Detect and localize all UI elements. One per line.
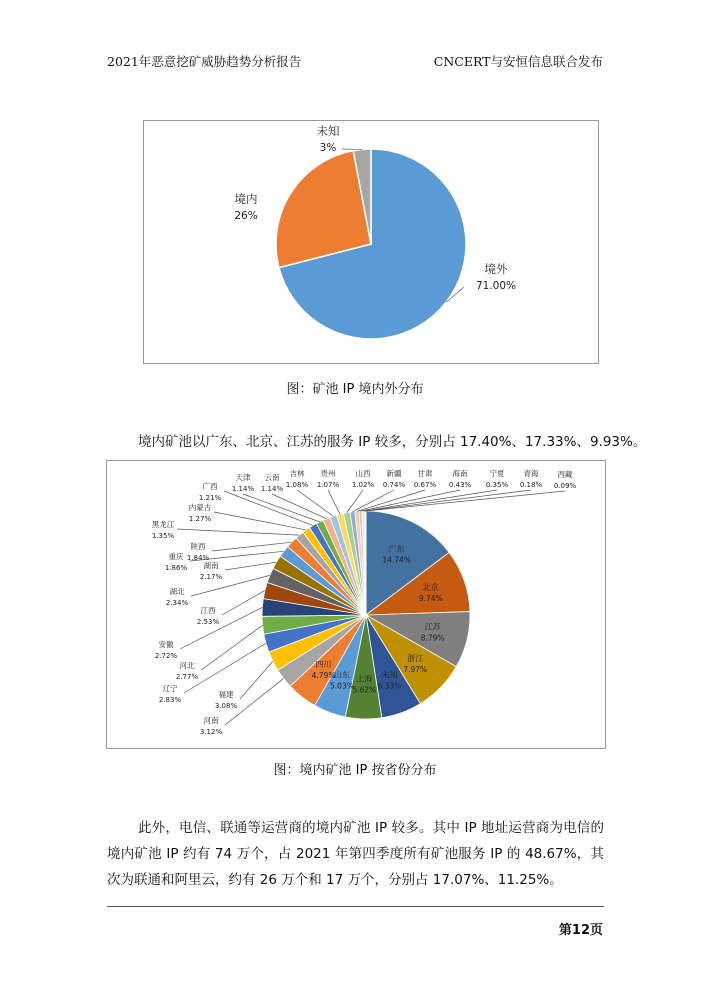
province-label-name-13: 江西: [200, 606, 216, 615]
province-label-name-1: 北京: [422, 583, 439, 593]
province-label-name-9: 福建: [218, 690, 234, 699]
province-label-name-12: 安徽: [158, 640, 174, 649]
province-label-name-8: 河南: [203, 716, 219, 725]
chart-frame-domestic-foreign: [143, 120, 599, 364]
province-leader-line-31: [366, 491, 565, 511]
province-label-name-25: 山西: [355, 469, 371, 478]
province-label-value-23: 1.08%: [285, 481, 309, 489]
province-label-value-7: 4.79%: [311, 670, 336, 680]
province-label-value-6: 5.03%: [330, 681, 354, 691]
province-label-name-4: 未知: [381, 670, 398, 680]
province-label-name-28: 海南: [452, 469, 468, 478]
province-label-value-3: 7.97%: [403, 664, 428, 674]
province-label-value-21: 1.14%: [231, 485, 255, 493]
province-label-value-11: 2.77%: [175, 673, 199, 681]
province-leader-line-24: [328, 490, 340, 514]
publisher-header: CNCERT与安恒信息联合发布: [433, 54, 603, 69]
province-label-value-24: 1.07%: [316, 481, 340, 489]
province-label-value-26: 0.74%: [382, 481, 406, 489]
province-label-name-16: 重庆: [168, 552, 184, 561]
province-label-value-8: 3.12%: [199, 728, 223, 736]
province-label-value-5: 5.62%: [352, 685, 377, 695]
province-leader-line-18: [177, 529, 299, 535]
province-label-name-29: 宁夏: [489, 469, 505, 478]
province-leader-line-17: [212, 542, 292, 551]
province-label-name-21: 天津: [235, 473, 251, 482]
province-label-value-31: 0.09%: [553, 482, 577, 490]
province-label-value-14: 2.34%: [165, 599, 189, 607]
province-label-name-2: 江苏: [424, 622, 441, 632]
province-label-name-5: 上海: [356, 674, 373, 684]
province-label-name-20: 广西: [202, 482, 218, 491]
province-label-name-31: 西藏: [557, 470, 573, 479]
province-leader-line-19: [214, 512, 306, 530]
province-label-value-2: 8.79%: [420, 633, 445, 643]
province-leader-line-9: [240, 661, 273, 699]
province-label-value-4: 6.33%: [377, 681, 402, 691]
province-label-value-28: 0.43%: [448, 481, 472, 489]
province-leader-line-11: [201, 625, 263, 670]
footer-divider: [107, 906, 604, 907]
province-leader-line-20: [224, 491, 313, 526]
province-label-name-30: 青海: [523, 469, 539, 478]
province-leader-line-23: [297, 490, 333, 516]
province-label-name-19: 内蒙古: [188, 503, 212, 512]
province-label-value-12: 2.72%: [154, 652, 178, 660]
pie-label-value-1: 26%: [234, 210, 258, 222]
chart-frame-province: [106, 460, 606, 749]
province-label-name-27: 甘肃: [417, 469, 433, 478]
province-label-value-0: 14.74%: [382, 555, 411, 565]
province-leader-line-13: [222, 590, 265, 615]
pie-chart-province: [107, 461, 605, 748]
province-leader-line-22: [272, 494, 327, 519]
province-leader-line-15: [225, 562, 276, 570]
province-label-name-26: 新疆: [386, 469, 402, 478]
province-label-value-15: 2.17%: [199, 573, 223, 581]
province-label-value-29: 0.35%: [485, 481, 509, 489]
province-label-name-18: 黑龙江: [151, 520, 175, 529]
province-label-name-24: 贵州: [320, 469, 336, 478]
province-label-name-7: 四川: [315, 659, 332, 669]
paragraph-province-summary: 境内矿池以广东、北京、江苏的服务 IP 较多，分别占 17.40%、17.33%、9.93%。: [138, 434, 647, 450]
pie-label-value-2: 3%: [319, 142, 337, 154]
page-number: 第12页: [558, 923, 603, 938]
province-leader-line-10: [184, 643, 266, 693]
paragraph-isp-summary: 此外，电信、联通等运营商的境内矿池 IP 较多。其中 IP 地址运营商为电信的境内矿池 IP 约有 74 万个，占 2021 年第四季度所有矿池服务 IP 的 48.67%，其次为联通和阿里云，约有 26 万个和 17 万个，分别占 17.07%、11.25%。: [107, 820, 604, 888]
province-label-name-22: 云南: [264, 473, 280, 482]
province-label-value-27: 0.67%: [413, 481, 437, 489]
province-label-name-14: 湖北: [169, 587, 185, 596]
province-label-value-9: 3.08%: [214, 702, 238, 710]
province-label-value-22: 1.14%: [260, 485, 284, 493]
province-label-value-25: 1.02%: [351, 481, 375, 489]
province-label-name-10: 辽宁: [162, 684, 178, 693]
pie-label-name-0: 境外: [484, 262, 508, 276]
pie-chart-domestic-foreign: [144, 121, 598, 363]
pie-label-name-2: 未知: [316, 124, 340, 138]
province-label-name-11: 河北: [179, 661, 195, 670]
province-label-value-20: 1.21%: [198, 494, 222, 502]
figure-caption-2: 图：境内矿池 IP 按省份分布: [273, 763, 437, 778]
province-label-name-17: 陕西: [190, 542, 206, 551]
province-label-value-19: 1.27%: [188, 515, 212, 523]
province-label-name-6: 山东: [333, 670, 350, 680]
province-label-value-10: 2.83%: [158, 696, 182, 704]
province-leader-line-30: [365, 490, 531, 511]
province-label-value-16: 1.86%: [164, 564, 188, 572]
province-label-value-13: 2.53%: [196, 618, 220, 626]
province-label-name-15: 湖南: [203, 561, 219, 570]
province-label-value-1: 9.74%: [418, 594, 443, 604]
province-label-value-18: 1.35%: [151, 532, 175, 540]
province-label-value-30: 0.18%: [519, 481, 543, 489]
province-leader-line-12: [180, 607, 262, 649]
province-label-name-23: 吉林: [289, 469, 305, 478]
pie-label-value-0: 71.00%: [475, 280, 517, 292]
province-label-value-17: 1.84%: [186, 554, 210, 562]
province-leader-line-25: [347, 490, 363, 513]
report-title-header: 2021年恶意挖矿威胁趋势分析报告: [107, 54, 302, 69]
province-leader-line-29: [363, 490, 497, 511]
province-label-name-3: 浙江: [407, 653, 424, 663]
figure-caption-1: 图：矿池 IP 境内外分布: [286, 382, 424, 397]
province-label-name-0: 广东: [388, 544, 405, 554]
pie-label-name-1: 境内: [234, 192, 258, 206]
